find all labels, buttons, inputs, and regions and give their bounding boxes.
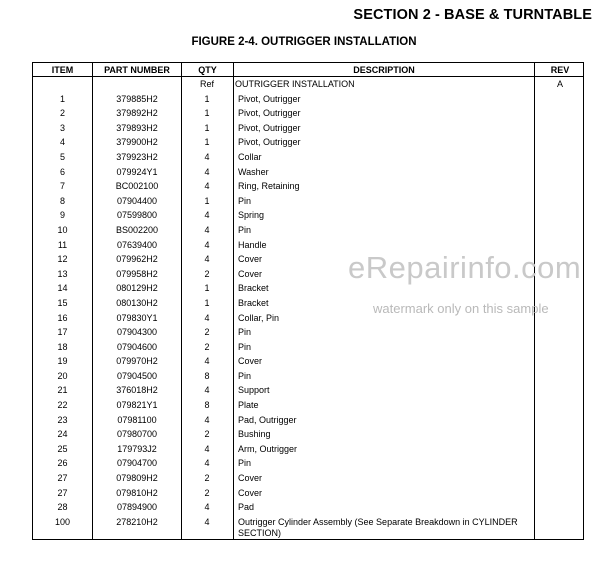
table-row xyxy=(33,106,583,121)
part-number-cell: 079958H2 xyxy=(116,268,158,279)
description-cell: Pivot, Outrigger xyxy=(238,137,301,148)
item-cell: 1 xyxy=(59,93,65,104)
description-cell: Handle xyxy=(238,239,267,250)
part-number-cell: 07904500 xyxy=(116,370,158,381)
item-cell: 8 xyxy=(59,195,65,206)
description-cell: Pad xyxy=(238,502,255,513)
part-number-cell: 079821Y1 xyxy=(116,400,158,411)
table-row xyxy=(33,486,583,501)
item-cell: 27 xyxy=(57,487,68,498)
item-cell: 19 xyxy=(57,356,68,367)
qty-cell: 4 xyxy=(204,166,210,177)
item-cell: 10 xyxy=(57,224,68,235)
qty-cell: 1 xyxy=(204,108,210,119)
description-cell: Pin xyxy=(238,224,252,235)
header-part-number: PART NUMBER xyxy=(104,65,170,75)
description-cell: Pin xyxy=(238,327,252,338)
part-number-cell: 07599800 xyxy=(116,210,158,221)
qty-cell: 4 xyxy=(204,151,210,162)
description-cell: Pivot, Outrigger xyxy=(238,122,301,133)
table-header xyxy=(33,63,583,77)
item-cell: 3 xyxy=(59,122,65,133)
item-cell: 2 xyxy=(59,108,65,119)
qty-cell: 4 xyxy=(204,356,210,367)
part-number-cell: 079962H2 xyxy=(116,254,158,265)
description-cell: Collar, Pin xyxy=(238,312,280,323)
table-row xyxy=(33,369,583,384)
qty-cell: 1 xyxy=(204,297,210,308)
description-cell: Collar xyxy=(238,151,262,162)
header-qty: QTY xyxy=(198,65,217,75)
item-cell: 22 xyxy=(57,400,68,411)
qty-cell: 4 xyxy=(204,210,210,221)
part-number-cell: 376018H2 xyxy=(116,385,158,396)
part-number-cell: 07980700 xyxy=(116,429,158,440)
item-cell: 6 xyxy=(59,166,65,177)
qty-cell: 1 xyxy=(204,195,210,206)
description-cell: Pin xyxy=(238,458,252,469)
table-row xyxy=(33,354,583,369)
qty-cell: 4 xyxy=(204,181,210,192)
part-number-cell: 079830Y1 xyxy=(116,312,158,323)
qty-cell: 4 xyxy=(204,502,210,513)
table-row xyxy=(33,398,583,413)
qty-cell: 4 xyxy=(204,254,210,265)
item-cell: 7 xyxy=(59,181,65,192)
table-row xyxy=(33,165,583,180)
qty-cell: 4 xyxy=(204,516,210,527)
qty-cell: 4 xyxy=(204,312,210,323)
description-cell: Cover xyxy=(238,473,263,484)
table-row xyxy=(33,77,583,92)
description-cell: Arm, Outrigger xyxy=(238,443,298,454)
item-cell: 26 xyxy=(57,458,68,469)
qty-cell: 1 xyxy=(204,93,210,104)
part-number-cell: BS002200 xyxy=(115,224,159,235)
item-cell: 24 xyxy=(57,429,68,440)
part-number-cell: 07904300 xyxy=(116,327,158,338)
qty-cell: 1 xyxy=(204,137,210,148)
item-cell: 27 xyxy=(57,473,68,484)
part-number-cell: 379892H2 xyxy=(116,108,158,119)
table-row xyxy=(33,456,583,471)
description-cell: Outrigger Cylinder Assembly (See Separate Breakdown in CYLINDER SECTION) xyxy=(238,516,518,538)
table-row xyxy=(33,179,583,194)
item-cell: 20 xyxy=(57,370,68,381)
table-row xyxy=(33,515,583,541)
header-rev: REV xyxy=(550,65,570,75)
item-cell: 100 xyxy=(54,516,71,527)
description-cell: Pivot, Outrigger xyxy=(238,108,301,119)
table-row xyxy=(33,208,583,223)
qty-cell: 4 xyxy=(204,458,210,469)
item-cell: 21 xyxy=(57,385,68,396)
item-cell: 12 xyxy=(57,254,68,265)
qty-cell: 2 xyxy=(204,341,210,352)
qty-cell: Ref xyxy=(199,79,214,89)
table-row xyxy=(33,471,583,486)
description-cell: Pad, Outrigger xyxy=(238,414,297,425)
header-description: DESCRIPTION xyxy=(353,65,415,75)
table-row xyxy=(33,413,583,428)
description-cell: Bracket xyxy=(238,297,269,308)
table-row xyxy=(33,340,583,355)
table-row xyxy=(33,500,583,515)
section-title: SECTION 2 - BASE & TURNTABLE xyxy=(353,7,592,23)
description-cell: Washer xyxy=(238,166,269,177)
part-number-cell: 07894900 xyxy=(116,502,158,513)
part-number-cell: 07904400 xyxy=(116,195,158,206)
qty-cell: 1 xyxy=(204,122,210,133)
description-cell: Pin xyxy=(238,370,252,381)
part-number-cell: 379885H2 xyxy=(116,93,158,104)
description-cell: OUTRIGGER INSTALLATION xyxy=(235,79,355,89)
part-number-cell: 379900H2 xyxy=(116,137,158,148)
qty-cell: 2 xyxy=(204,487,210,498)
table-row xyxy=(33,92,583,107)
qty-cell: 4 xyxy=(204,239,210,250)
qty-cell: 8 xyxy=(204,370,210,381)
table-row xyxy=(33,223,583,238)
item-cell: 25 xyxy=(57,443,68,454)
table-row xyxy=(33,135,583,150)
table-row xyxy=(33,383,583,398)
part-number-cell: 079810H2 xyxy=(116,487,158,498)
header-item: ITEM xyxy=(51,65,74,75)
item-cell: 16 xyxy=(57,312,68,323)
item-cell: 5 xyxy=(59,151,65,162)
qty-cell: 4 xyxy=(204,385,210,396)
qty-cell: 2 xyxy=(204,429,210,440)
part-number-cell: 080129H2 xyxy=(116,283,158,294)
rev-cell: A xyxy=(556,79,563,89)
description-cell: Pin xyxy=(238,341,252,352)
watermark-text: watermark only on this sample xyxy=(373,301,549,316)
description-cell: Spring xyxy=(238,210,265,221)
description-cell: Bracket xyxy=(238,283,269,294)
part-number-cell: 07904600 xyxy=(116,341,158,352)
item-cell: 28 xyxy=(57,502,68,513)
item-cell: 9 xyxy=(59,210,65,221)
description-cell: Pin xyxy=(238,195,252,206)
qty-cell: 4 xyxy=(204,224,210,235)
description-cell: Bushing xyxy=(238,429,271,440)
part-number-cell: 07981100 xyxy=(117,414,157,425)
item-cell: 17 xyxy=(57,327,68,338)
figure-title: FIGURE 2-4. OUTRIGGER INSTALLATION xyxy=(191,36,417,48)
item-cell: 18 xyxy=(57,341,68,352)
description-cell: Cover xyxy=(238,254,263,265)
qty-cell: 8 xyxy=(204,400,210,411)
part-number-cell: 278210H2 xyxy=(116,516,158,527)
description-cell: Cover xyxy=(238,268,263,279)
qty-cell: 4 xyxy=(204,414,210,425)
part-number-cell: 079924Y1 xyxy=(116,166,158,177)
item-cell: 14 xyxy=(57,283,68,294)
description-cell: Pivot, Outrigger xyxy=(238,93,301,104)
part-number-cell: 07904700 xyxy=(116,458,158,469)
part-number-cell: 379923H2 xyxy=(116,151,158,162)
item-cell: 23 xyxy=(57,414,68,425)
watermark-logo: eRepairinfo.com xyxy=(348,250,582,285)
qty-cell: 2 xyxy=(204,473,210,484)
part-number-cell: 379893H2 xyxy=(116,122,158,133)
description-cell: Cover xyxy=(238,356,263,367)
description-cell: Cover xyxy=(238,487,263,498)
part-number-cell: 179793J2 xyxy=(117,443,157,454)
item-cell: 4 xyxy=(59,137,65,148)
qty-cell: 2 xyxy=(204,268,210,279)
table-row xyxy=(33,325,583,340)
qty-cell: 2 xyxy=(204,327,210,338)
part-number-cell: BC002100 xyxy=(115,181,159,192)
part-number-cell: 07639400 xyxy=(116,239,158,250)
description-cell: Plate xyxy=(238,400,259,411)
description-cell: Support xyxy=(238,385,270,396)
table-row xyxy=(33,150,583,165)
table-row xyxy=(33,442,583,457)
part-number-cell: 079809H2 xyxy=(116,473,158,484)
qty-cell: 4 xyxy=(204,443,210,454)
part-number-cell: 079970H2 xyxy=(116,356,158,367)
table-row xyxy=(33,194,583,209)
description-cell: Ring, Retaining xyxy=(238,181,300,192)
table-row xyxy=(33,427,583,442)
part-number-cell: 080130H2 xyxy=(116,297,158,308)
item-cell: 13 xyxy=(57,268,68,279)
item-cell: 11 xyxy=(57,239,68,250)
qty-cell: 1 xyxy=(204,283,210,294)
table-row xyxy=(33,121,583,136)
item-cell: 15 xyxy=(57,297,68,308)
